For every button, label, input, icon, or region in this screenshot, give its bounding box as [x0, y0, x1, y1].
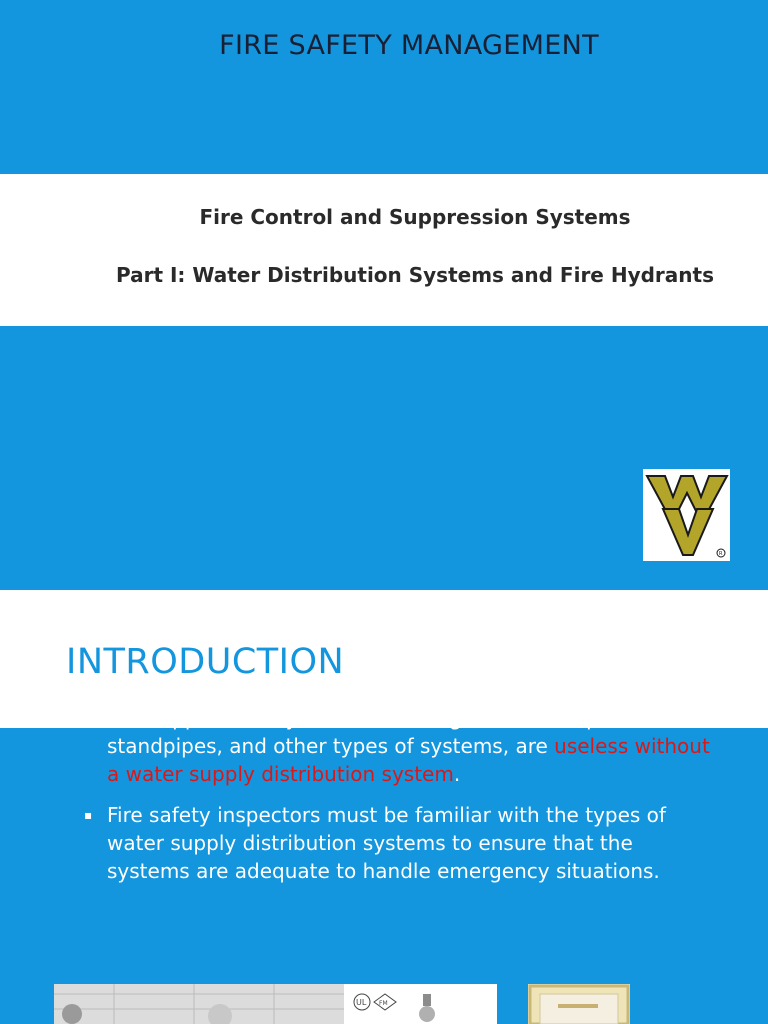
sprinkler-head-icon [62, 1004, 82, 1024]
bullet-item [80, 801, 720, 885]
sprinkler-photo [54, 984, 497, 1024]
intro-header [0, 590, 768, 728]
wv-logo [643, 469, 730, 561]
intro-title: INTRODUCTION [66, 642, 345, 682]
subtitle-band [0, 174, 768, 326]
svg-text:R: R [719, 551, 723, 557]
intro-body [80, 704, 720, 898]
ul-badge-text: UL [356, 998, 367, 1007]
deck-title: FIRE SAFETY MANAGEMENT [219, 30, 599, 61]
subtitle-part: Part I: Water Distribution Systems and Fire Hydrants [115, 263, 714, 287]
bullet2-text: Fire safety inspectors must be familiar with the types of water supply distribution systems to ensure that the systems are adequate to handle emergency situations. [107, 803, 666, 883]
standpipe-cabinet-photo [528, 984, 630, 1024]
fm-badge-text: FM [379, 1000, 388, 1007]
introduction-slide [0, 590, 768, 1024]
bullet1-end: . [453, 762, 461, 786]
bullet1-line3: systems, are [420, 734, 555, 758]
logo-w-shape [647, 476, 727, 513]
bullet-icon: ▪ [84, 808, 93, 822]
highlighted-text: useless without a water supply distribution system [107, 734, 710, 786]
subtitle: Fire Control and Suppression Systems [199, 205, 631, 229]
bullet1-line2: standpipes, and other types of [107, 734, 414, 758]
logo-v-shape [663, 509, 713, 555]
sprinkler-head-icon [419, 1006, 435, 1022]
